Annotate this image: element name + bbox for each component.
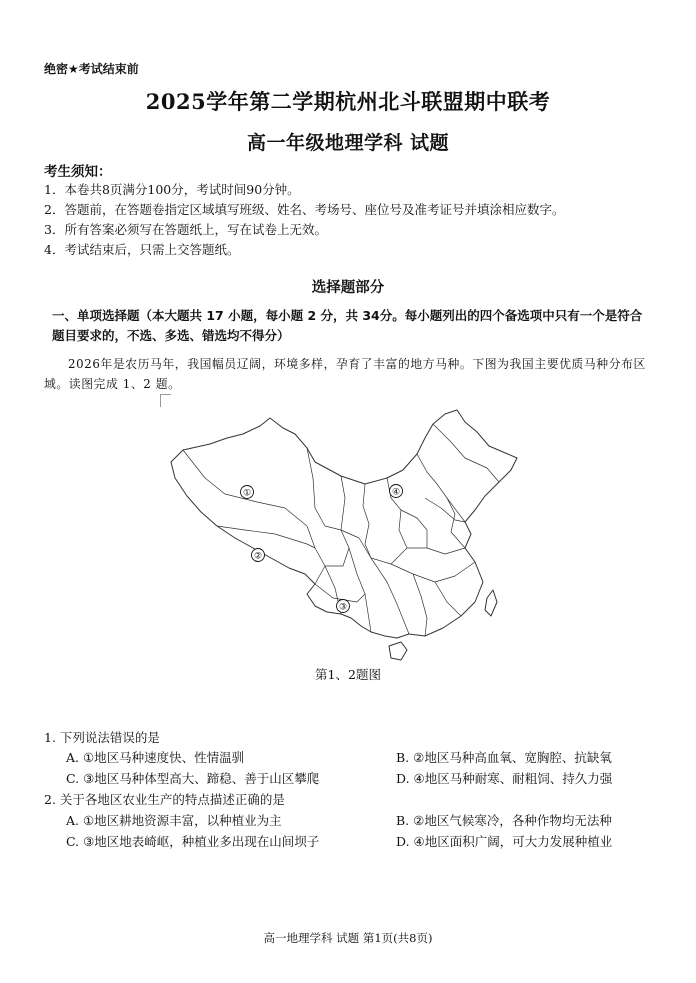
- region-label-4: ④: [391, 487, 401, 498]
- question-2-option-d: D. ④地区面积广阔，可大力发展种植业: [396, 834, 613, 849]
- notice-item-3: 3．所有答案必须写在答题纸上，写在试卷上无效。: [44, 222, 327, 237]
- exam-title: 2025学年第二学期杭州北斗联盟期中联考: [145, 89, 551, 114]
- question-2-option-b: B. ②地区气候寒冷，各种作物均无法种: [396, 813, 612, 828]
- question-1-option-a: A. ①地区马种速度快、性情温驯: [66, 750, 245, 765]
- section-title: 选择题部分: [311, 280, 385, 296]
- question-2-option-a: A. ①地区耕地资源丰富，以种植业为主: [66, 813, 282, 828]
- question-1-option-b: B. ②地区马种高血氧、宽胸腔、抗缺氧: [396, 750, 612, 765]
- hainan-outline: [389, 642, 407, 660]
- exam-subtitle: 高一年级地理学科 试题: [246, 132, 450, 154]
- question-1-option-d: D. ④地区马种耐寒、耐粗饲、持久力强: [396, 771, 613, 786]
- question-2-option-c: C. ③地区地表崎岖，种植业多出现在山间坝子: [66, 834, 320, 849]
- region-label-3: ③: [338, 602, 348, 613]
- notice-heading: 考生须知：: [44, 164, 112, 180]
- secret-mark: 绝密★考试结束前: [44, 62, 139, 76]
- taiwan-outline: [485, 590, 497, 616]
- region-label-1: ①: [242, 488, 252, 499]
- question-1-option-c: C. ③地区马种体型高大、蹄稳、善于山区攀爬: [66, 771, 320, 786]
- part-one-instructions: 一、单项选择题（本大题共 17 小题，每小题 2 分，共 34分。每小题列出的四个备选项中只有一个是符合题目要求的，不选、多选、错选均不得分）: [52, 308, 643, 343]
- notice-item-2: 2．答题前，在答题卷指定区域填写班级、姓名、考场号、座位号及准考证号并填涂相应数字。: [44, 202, 565, 217]
- notice-item-1: 1．本卷共8页满分100分，考试时间90分钟。: [44, 182, 300, 197]
- china-horse-map: [165, 398, 525, 663]
- question-intro: 2026年是农历马年，我国幅员辽阔，环境多样，孕育了丰富的地方马种。下图为我国主要优质马种分布区域。读图完成 1、2 题。: [44, 357, 646, 391]
- question-2-stem: 2. 关于各地区农业生产的特点描述正确的是: [44, 792, 285, 807]
- region-label-2: ②: [253, 551, 263, 562]
- question-1-stem: 1. 下列说法错误的是: [44, 730, 160, 745]
- page-footer: 高一地理学科 试题 第1页(共8页): [263, 931, 433, 945]
- figure-caption: 第1、2题图: [315, 667, 381, 682]
- notice-item-4: 4．考试结束后，只需上交答题纸。: [44, 242, 240, 257]
